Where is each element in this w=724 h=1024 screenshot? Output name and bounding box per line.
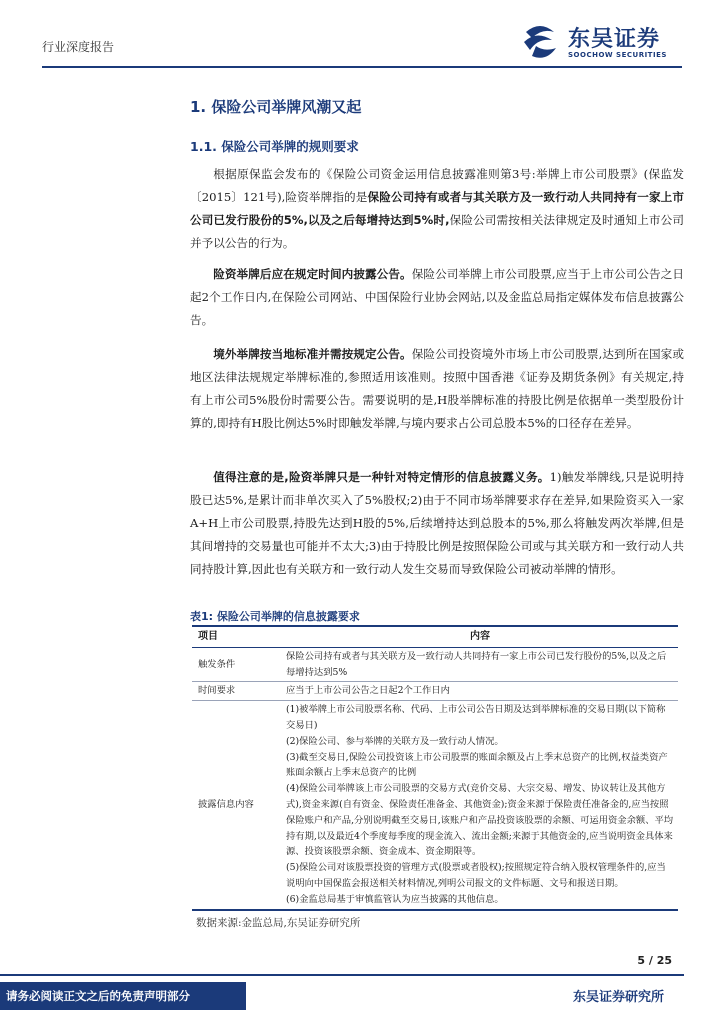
paragraph-overseas	[190, 343, 684, 435]
row-content-line: (5)保险公司对该股票投资的管理方式(股票或者股权);按照规定符合纳入股权管理条件的,应当说明向中国保监会报送相关材料情况,列明公司报文的文件标题、文号和报送日期。	[286, 862, 666, 889]
row-content-line: 保险公司持有或者与其关联方及一致行动人共同持有一家上市公司已发行股份的5%,以及之后每增持达到5%	[286, 650, 667, 678]
footer-rule	[0, 974, 684, 976]
row-content-line: (2)保险公司、参与举牌的关联方及一致行动人情况。	[286, 735, 504, 747]
table-title: 表1: 保险公司举牌的信息披露要求	[190, 610, 360, 623]
table-row	[192, 647, 678, 682]
col-header-content: 内容	[282, 626, 678, 647]
institute-name: 东吴证券研究所	[572, 990, 664, 1005]
row-content-line: 应当于上市公司公告之日起2个工作日内	[286, 685, 450, 697]
table-source-note: 数据来源:金监总局,东吴证券研究所	[196, 917, 361, 929]
row-item: 时间要求	[192, 682, 282, 701]
row-content	[282, 701, 678, 910]
table-row	[192, 682, 678, 701]
disclosure-table	[192, 625, 678, 911]
header-rule	[42, 66, 682, 68]
paragraph-timing	[190, 263, 684, 332]
section-heading: 1. 保险公司举牌风潮又起	[190, 98, 362, 116]
row-content-line: (4)保险公司举牌该上市公司股票的交易方式(竞价交易、大宗交易、增发、协议转让及其他方式),资金来源(自有资金、保险责任准备金、其他资金);资金来源于保险责任准备金的,应当按照保险账户和产品,分别说明截至交易日,该账户和产品投资该股票的余额、可运用资金余额、平均持有期,以及最近4个季度每季度的现金流入、流出金额;来源于其他资金的,应当说明资金具体来源、投资该股票余额、资金成本、资金期限等。	[286, 783, 674, 858]
row-item: 触发条件	[192, 647, 282, 682]
report-type-label: 行业深度报告	[42, 40, 115, 54]
page-number: 5 / 25	[637, 954, 672, 967]
subsection-heading: 1.1. 保险公司举牌的规则要求	[190, 139, 359, 154]
soochow-logo-icon	[518, 22, 562, 62]
p3-text: 保险公司投资境外市场上市公司股票,达到所在国家或地区法律法规规定举牌标准的,参照适用该准则。按照中国香港《证券及期货条例》有关规定,持有上市公司5%股份时需要公告。需要说明的是,H股举牌标准的持股比例是依据单一类型股份计算的,即持有H股比例达5%时即触发举牌,与境内要求占公司总股本5%的口径存在差异。	[190, 347, 684, 430]
table-row	[192, 701, 678, 910]
p4-text: 1)触发举牌线,只是说明持股已达5%,是累计而非单次买入了5%股权;2)由于不同市场举牌要求存在差异,如果险资买入一家A+H上市公司股票,持股先达到H股的5%,后续增持达到总股本的5%,那么将触发两次举牌,但是其间增持的交易量也可能并不太大;3)由于持股比例是按照保险公司或与其关联方和一致行动人共同持股计算,因此也有关联方和一致行动人发生交易而导致保险公司被动举牌的情形。	[190, 470, 684, 576]
disclaimer-banner: 请务必阅读正文之后的免责声明部分	[0, 982, 246, 1010]
row-item: 披露信息内容	[192, 701, 282, 910]
p2-bold: 险资举牌后应在规定时间内披露公告。	[213, 267, 412, 281]
logo-chinese-name: 东吴证券	[568, 27, 661, 52]
row-content	[282, 682, 678, 701]
p4-bold: 值得注意的是,险资举牌只是一种针对特定情形的信息披露义务。	[213, 470, 550, 484]
p2-text: 保险公司举牌上市公司股票,应当于上市公司公告之日起2个工作日内,在保险公司网站、中国保险行业协会网站,以及金监总局指定媒体发布信息披露公告。	[190, 267, 684, 327]
paragraph-definition	[190, 163, 684, 255]
company-logo	[518, 22, 678, 64]
p1-bold: 保险公司持有或者与其关联方及一致行动人共同持有一家上市公司已发行股份的5%,以及之后每增持达到5%时,	[190, 190, 684, 227]
p3-bold: 境外举牌按当地标准并需按规定公告。	[213, 347, 412, 361]
table-header-row	[192, 626, 678, 647]
col-header-item: 项目	[192, 626, 282, 647]
p1-text-end: 保险公司需按相关法律规定及时通知上市公司并予以公告的行为。	[190, 213, 684, 250]
row-content-line: (6)金监总局基于审慎监管认为应当披露的其他信息。	[286, 893, 504, 905]
logo-english-name: SOOCHOW SECURITIES	[568, 51, 667, 59]
p1-text: 根据原保监会发布的《保险公司资金运用信息披露准则第3号:举牌上市公司股票》(保监发〔2015〕121号),险资举牌指的是	[190, 167, 684, 204]
paragraph-note	[190, 466, 684, 581]
row-content	[282, 647, 678, 682]
row-content-line: (3)截至交易日,保险公司投资该上市公司股票的账面余额及占上季末总资产的比例,权益类资产账面余额占上季末总资产的比例	[286, 751, 668, 779]
row-content-line: (1)被举牌上市公司股票名称、代码、上市公司公告日期及达到举牌标准的交易日期(以下简称交易日)	[286, 704, 666, 731]
